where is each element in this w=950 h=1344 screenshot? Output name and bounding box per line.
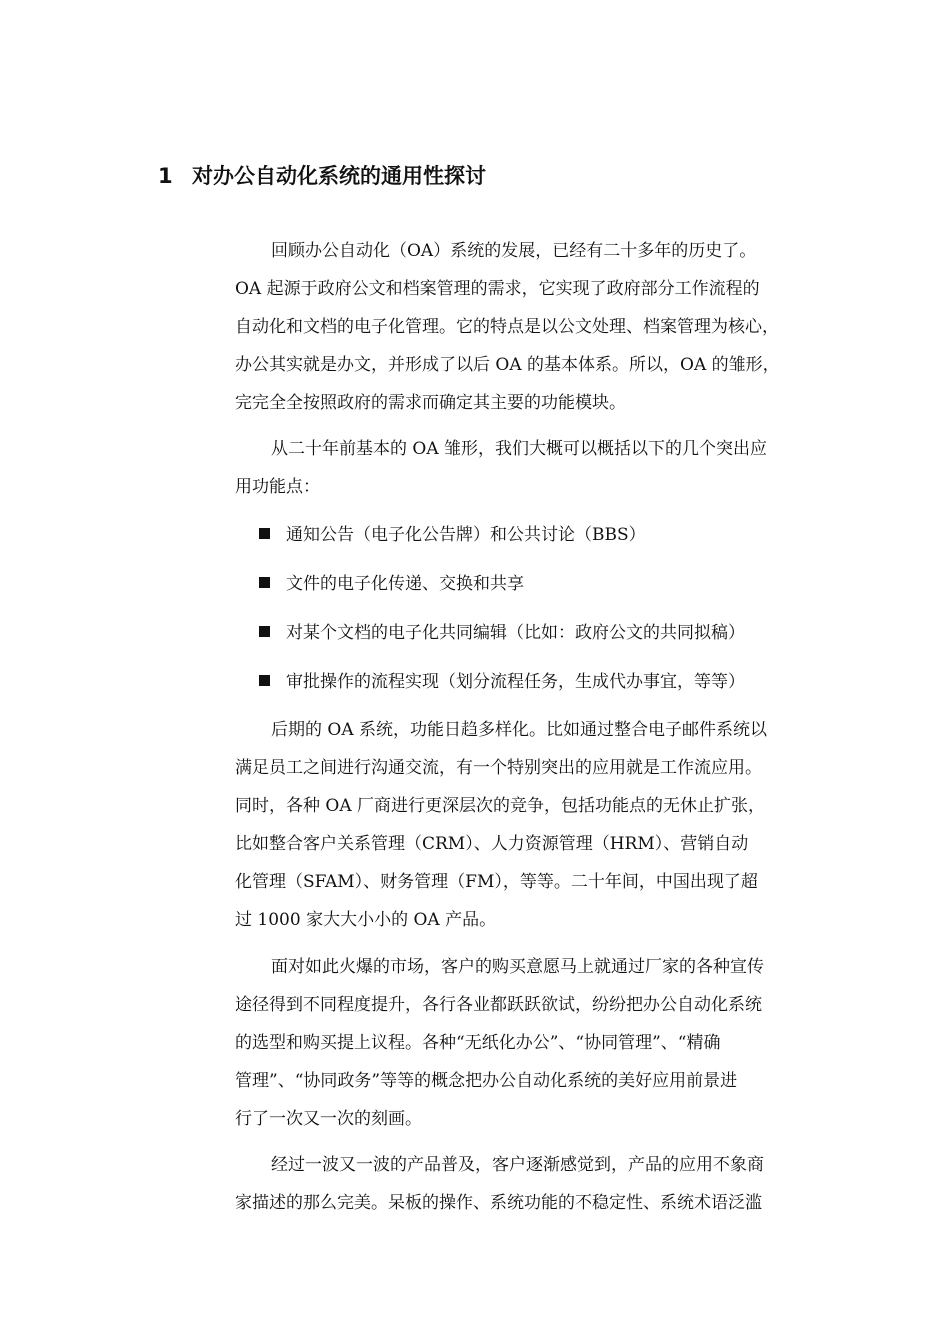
list-item-text: 对某个文档的电子化共同编辑（比如：政府公文的共同拟稿）: [286, 623, 745, 643]
paragraph-oa-history: [235, 232, 835, 422]
list-item: [259, 663, 745, 701]
paragraph-line: 的选型和购买提上议程。各种“无纸化办公”、“协同管理”、“精确: [235, 1033, 721, 1053]
paragraph-line: 行了一次又一次的刻画。: [235, 1109, 422, 1129]
paragraph-line: 途径得到不同程度提升，各行各业都跃跃欲试，纷纷把办公自动化系统: [235, 995, 762, 1015]
square-bullet-icon: [259, 626, 270, 637]
paragraph-line: 经过一波又一波的产品普及，客户逐渐感觉到，产品的应用不象商: [271, 1155, 764, 1175]
paragraph-line: OA 起源于政府公文和档案管理的需求，它实现了政府部分工作流程的: [235, 279, 760, 299]
paragraph-line: 回顾办公自动化（OA）系统的发展，已经有二十多年的历史了。: [271, 241, 757, 261]
paragraph-line: 自动化和文档的电子化管理。它的特点是以公文处理、档案管理为核心，: [235, 317, 779, 337]
section-number: 1: [158, 164, 173, 188]
section-title: 对办公自动化系统的通用性探讨: [192, 164, 486, 188]
paragraph-line: 后期的 OA 系统，功能日趋多样化。比如通过整合电子邮件系统以: [271, 720, 768, 740]
paragraph-reality: [235, 1146, 835, 1222]
paragraph-line: 从二十年前基本的 OA 雏形，我们大概可以概括以下的几个突出应: [271, 439, 768, 459]
section-heading: [158, 160, 486, 192]
paragraph-line: 用功能点：: [235, 477, 320, 497]
list-item-text: 通知公告（电子化公告牌）和公共讨论（BBS）: [286, 525, 646, 545]
paragraph-line: 办公其实就是办文，并形成了以后 OA 的基本体系。所以，OA 的雏形，: [235, 355, 780, 375]
paragraph-line: 完完全全按照政府的需求而确定其主要的功能模块。: [235, 393, 626, 413]
list-item: [259, 614, 745, 652]
paragraph-line: 化管理（SFAM）、财务管理（FM），等等。二十年间，中国出现了超: [235, 872, 758, 892]
paragraph-market: [235, 948, 835, 1138]
paragraph-line: 比如整合客户关系管理（CRM）、人力资源管理（HRM）、营销自动: [235, 834, 749, 854]
paragraph-line: 管理”、“协同政务”等等的概念把办公自动化系统的美好应用前景进: [235, 1071, 738, 1091]
paragraph-line: 过 1000 家大大小小的 OA 产品。: [235, 910, 497, 930]
paragraph-line: 满足员工之间进行沟通交流，有一个特别突出的应用就是工作流应用。: [235, 758, 762, 778]
square-bullet-icon: [259, 675, 270, 686]
list-item-text: 审批操作的流程实现（划分流程任务，生成代办事宜，等等）: [286, 672, 745, 692]
list-item: [259, 516, 646, 554]
paragraph-later-oa: [235, 711, 835, 939]
square-bullet-icon: [259, 577, 270, 588]
paragraph-feature-intro: [235, 430, 835, 506]
paragraph-line: 面对如此火爆的市场，客户的购买意愿马上就通过厂家的各种宣传: [271, 957, 764, 977]
paragraph-line: 同时，各种 OA 厂商进行更深层次的竞争，包括功能点的无休止扩张，: [235, 796, 766, 816]
list-item: [259, 565, 524, 603]
paragraph-line: 家描述的那么完美。呆板的操作、系统功能的不稳定性、系统术语泛滥: [235, 1193, 762, 1213]
square-bullet-icon: [259, 528, 270, 539]
list-item-text: 文件的电子化传递、交换和共享: [286, 574, 524, 594]
